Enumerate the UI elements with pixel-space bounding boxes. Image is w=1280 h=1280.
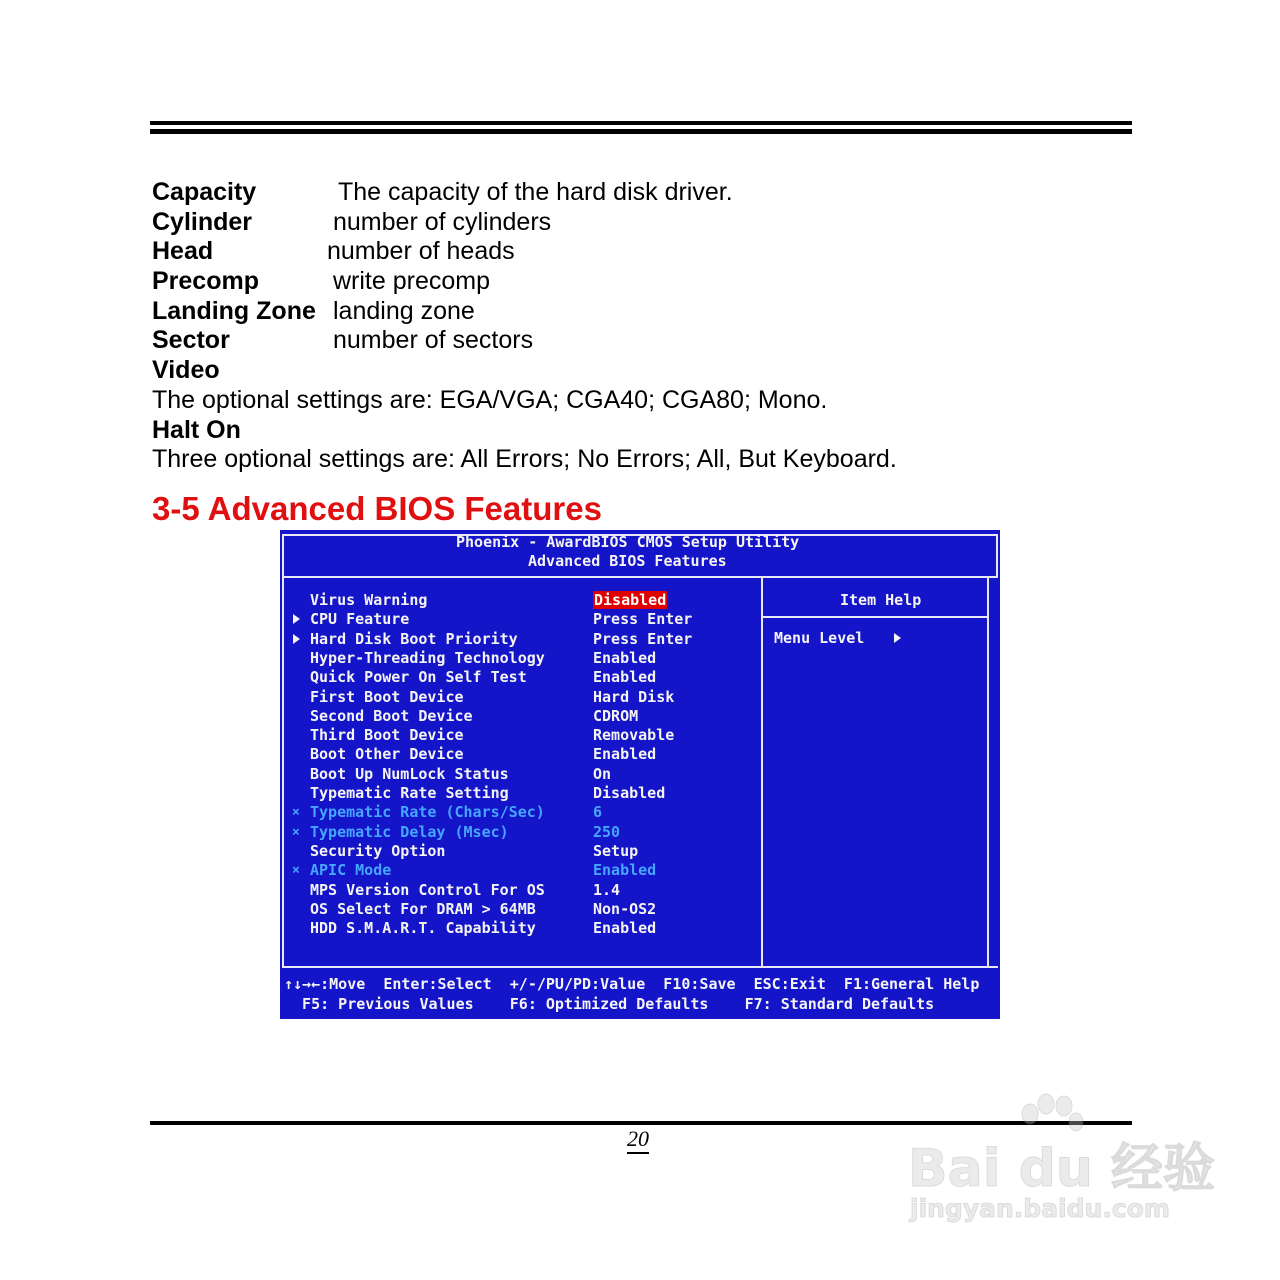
- bios-setting-label[interactable]: Security Option: [310, 841, 446, 860]
- definition-term: Capacity: [152, 178, 257, 206]
- bios-setting-label[interactable]: Typematic Rate Setting: [310, 784, 509, 802]
- bios-setting-label[interactable]: APIC Mode: [310, 861, 392, 880]
- header-rule-thick: [150, 129, 1132, 134]
- definition-term: Landing Zone: [152, 296, 316, 325]
- halt-on-text: Three optional settings are: All Errors; No Errors; All, But Keyboard.: [152, 445, 897, 474]
- bios-setting-value[interactable]: 1.4: [593, 880, 621, 899]
- halt-on-heading: Halt On: [152, 415, 241, 444]
- bios-pane-divider: [761, 578, 763, 966]
- watermark-url: jingyan.baidu.com: [910, 1194, 1170, 1223]
- bios-setting-value[interactable]: Enabled: [593, 648, 657, 667]
- definition-row: [152, 297, 897, 327]
- definition-term: Head: [152, 237, 214, 266]
- disabled-mark-icon: ×: [292, 824, 300, 840]
- bios-setting-value[interactable]: Removable: [593, 726, 675, 745]
- bios-setting-value[interactable]: Enabled: [593, 919, 657, 938]
- definition-text: number of sectors: [333, 326, 534, 355]
- submenu-arrow-icon: [293, 634, 300, 644]
- section-heading: 3-5 Advanced BIOS Features: [152, 490, 602, 527]
- bios-setting-label[interactable]: Virus Warning: [310, 591, 428, 609]
- bios-setting-value[interactable]: Enabled: [593, 861, 657, 880]
- submenu-arrow-icon: [293, 614, 300, 624]
- bios-setting-label[interactable]: Third Boot Device: [310, 726, 464, 745]
- bios-setting-label[interactable]: HDD S.M.A.R.T. Capability: [310, 919, 536, 938]
- bios-setting-value[interactable]: Press Enter: [593, 610, 693, 629]
- definition-term: Precomp: [152, 267, 259, 296]
- bios-frame-left-top: [282, 534, 284, 578]
- definition-text: The capacity of the hard disk driver.: [338, 178, 733, 206]
- definition-row: [152, 208, 897, 238]
- bios-setting-label[interactable]: OS Select For DRAM > 64MB: [310, 899, 536, 918]
- bios-frame-right-top: [996, 534, 998, 578]
- bios-setting-label[interactable]: Typematic Rate (Chars/Sec): [310, 803, 545, 822]
- bios-title-divider: [282, 576, 998, 578]
- bios-title-line2: Advanced BIOS Features: [528, 552, 727, 570]
- bios-setting-value[interactable]: Hard Disk: [593, 687, 675, 706]
- bios-setting-label[interactable]: Quick Power On Self Test: [310, 668, 527, 687]
- bios-setting-label[interactable]: Boot Other Device: [310, 745, 464, 764]
- definition-text: write precomp: [333, 267, 490, 296]
- bios-setting-value[interactable]: Setup: [593, 841, 639, 860]
- definition-term: Sector: [152, 326, 230, 355]
- bios-setting-value[interactable]: 250: [593, 822, 621, 841]
- bios-title-line1: Phoenix - AwardBIOS CMOS Setup Utility: [456, 533, 800, 551]
- bios-setting-value[interactable]: Non-OS2: [593, 899, 657, 918]
- bios-frame-left: [282, 578, 284, 966]
- page-number: 20: [627, 1126, 649, 1151]
- bios-setting-value[interactable]: Disabled: [593, 784, 666, 802]
- video-heading: Video: [152, 356, 220, 385]
- bios-setting-label[interactable]: Hyper-Threading Technology: [310, 648, 545, 667]
- bios-help-divider: [763, 616, 987, 618]
- header-rule-thin: [150, 121, 1132, 125]
- disabled-mark-icon: ×: [292, 805, 300, 821]
- bios-menu-level: Menu Level: [774, 629, 865, 647]
- definition-row: [152, 178, 897, 208]
- definition-row: [152, 267, 897, 297]
- bios-setting-label[interactable]: Hard Disk Boot Priority: [310, 629, 518, 648]
- bios-frame-right: [987, 578, 989, 966]
- bios-setting-label[interactable]: First Boot Device: [310, 687, 464, 706]
- definition-row: [152, 326, 897, 356]
- bios-footer-line1: ↑↓→←:Move Enter:Select +/-/PU/PD:Value F10:Save ESC:Exit F1:General Help: [284, 975, 980, 993]
- watermark-logo: Bai du 经验: [908, 1139, 1215, 1199]
- definition-text: number of heads: [327, 237, 515, 266]
- bios-setting-label[interactable]: Boot Up NumLock Status: [310, 764, 509, 783]
- bios-setting-label[interactable]: MPS Version Control For OS: [310, 880, 545, 899]
- definition-text: landing zone: [333, 296, 475, 325]
- bios-setting-label[interactable]: Second Boot Device: [310, 706, 473, 725]
- bios-item-help-title: Item Help: [840, 591, 922, 609]
- bios-setting-value[interactable]: Enabled: [593, 745, 657, 764]
- disabled-mark-icon: ×: [292, 863, 300, 879]
- bios-setting-value[interactable]: Press Enter: [593, 629, 693, 648]
- definition-text: number of cylinders: [333, 207, 552, 236]
- bios-setting-value[interactable]: 6: [593, 803, 603, 822]
- definition-term: Cylinder: [152, 207, 253, 236]
- menu-level-arrow-icon: [894, 633, 901, 643]
- bios-setting-value[interactable]: Disabled: [594, 591, 667, 609]
- definition-row: [152, 237, 897, 267]
- bios-setting-value[interactable]: On: [593, 764, 612, 783]
- bios-setting-label[interactable]: Typematic Delay (Msec): [310, 822, 509, 841]
- bios-screenshot: [280, 530, 1000, 1019]
- definitions-block: [152, 178, 897, 475]
- bios-footer-divider: [282, 966, 998, 968]
- bios-setting-label[interactable]: CPU Feature: [310, 610, 410, 629]
- video-text: The optional settings are: EGA/VGA; CGA40; CGA80; Mono.: [152, 385, 828, 414]
- baidu-watermark: [908, 1092, 1215, 1232]
- bios-setting-value[interactable]: Enabled: [593, 668, 657, 687]
- bios-setting-value[interactable]: CDROM: [593, 706, 639, 725]
- bios-footer-line2: F5: Previous Values F6: Optimized Defaults F7: Standard Defaults: [284, 995, 935, 1013]
